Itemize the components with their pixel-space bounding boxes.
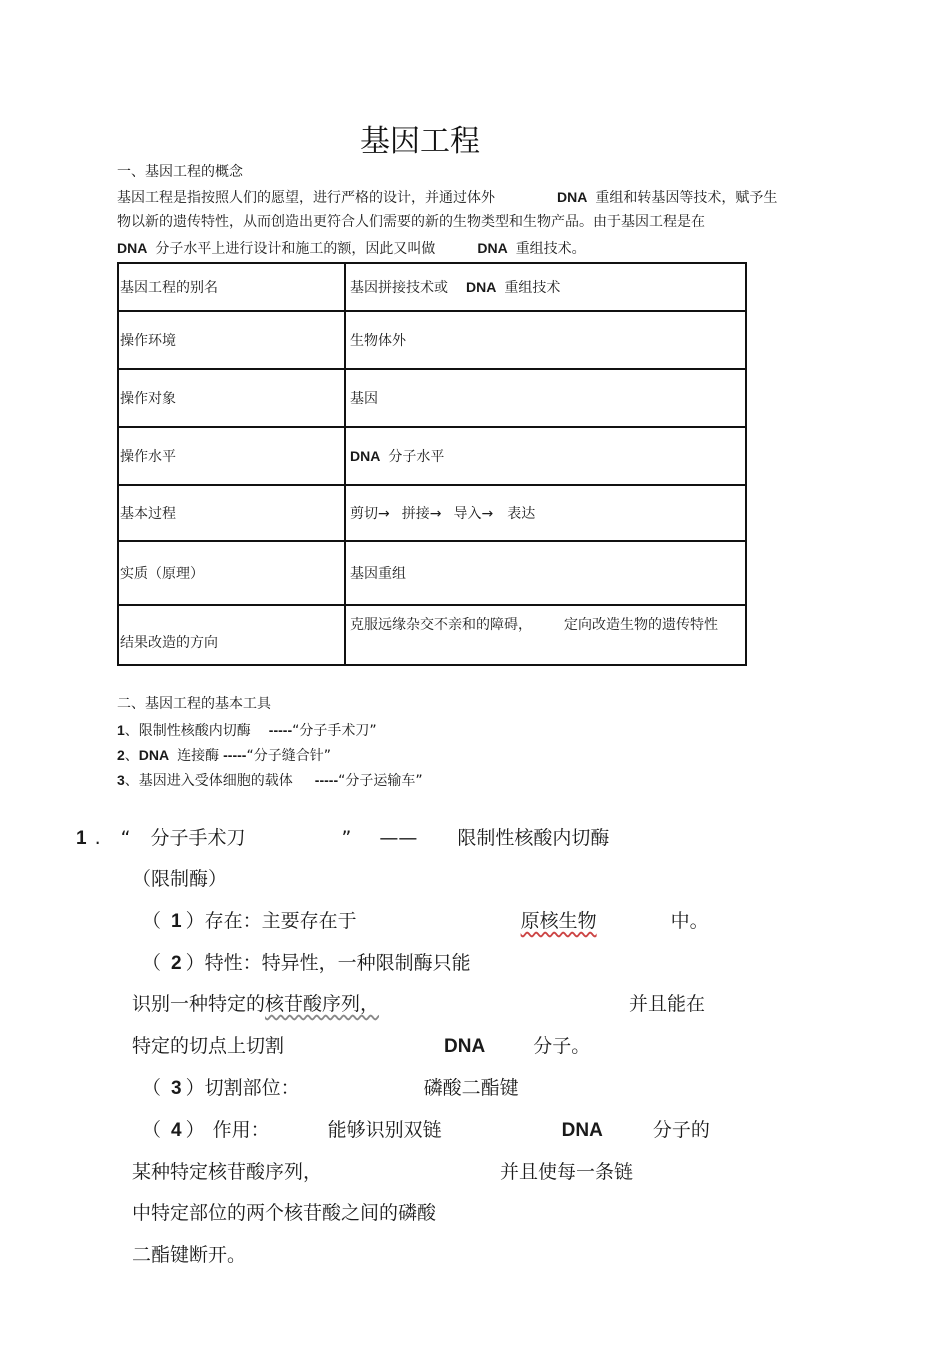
table-key: 操作环境	[118, 311, 345, 369]
item-number: 3	[117, 772, 125, 788]
paren: （	[142, 952, 162, 974]
point-number: 1	[171, 911, 182, 932]
tool-name: 分子手术刀	[150, 827, 246, 849]
section1-heading: 一、基因工程的概念	[117, 164, 243, 180]
point-text: ）特性：特异性，一种限制酶只能	[185, 952, 471, 974]
item-dash: -----	[223, 747, 247, 763]
paren: ）	[185, 1119, 205, 1141]
dna-term: DNA	[557, 189, 588, 205]
process-step: 表达	[507, 506, 536, 522]
point-3	[142, 1075, 519, 1102]
item-number: 1	[117, 722, 125, 738]
process-step: 拼接→	[401, 506, 442, 522]
point-2	[142, 950, 471, 977]
tool-item-2	[117, 745, 331, 766]
section1-text: 重组和转基因等技术，赋予生	[595, 190, 778, 206]
item-text: “分子手术刀”	[292, 723, 377, 739]
point-text: 分子的	[652, 1119, 710, 1141]
section2-heading: 二、基因工程的基本工具	[117, 696, 271, 712]
table-value-text: 定向改造生物的遗传特性	[564, 617, 718, 633]
table-value-text: 分子水平	[388, 449, 445, 465]
table-value	[345, 605, 746, 665]
table-key: 操作对象	[118, 369, 345, 427]
dna-term: DNA	[350, 448, 381, 464]
point-text: 特定的切点上切割	[132, 1035, 285, 1057]
table-row	[118, 541, 746, 605]
point-text: 分子。	[533, 1035, 591, 1057]
table-value: 基因重组	[345, 541, 746, 605]
table-key: 基本过程	[118, 485, 345, 541]
part-number: 1	[76, 828, 87, 849]
tool-item-3	[117, 770, 423, 791]
item-text: 、基因进入受体细胞的载体	[124, 773, 293, 789]
point-text: 识别一种特定的	[132, 993, 266, 1015]
table-row	[118, 605, 746, 665]
point-2-line3	[132, 1033, 590, 1060]
point-text: 并且使每一条链	[500, 1161, 634, 1183]
item-text: “分子缝合针”	[246, 748, 331, 764]
table-row	[118, 263, 746, 311]
section1-line2: 物以新的遗传特性，从而创造出更符合人们需要的新的生物类型和生物产品。由于基因工程是在	[117, 214, 705, 230]
table-value: 基因	[345, 369, 746, 427]
fill-answer: 磷酸二酯键	[423, 1077, 519, 1099]
table-value-text: 克服远缘杂交不亲和的障碍，	[350, 617, 532, 633]
section1-text: 分子水平上进行设计和施工的额，因此又叫做	[155, 241, 436, 257]
process-step: 剪切→	[350, 506, 390, 522]
paren: （	[142, 1077, 162, 1099]
table-value	[345, 485, 746, 541]
paren: （	[142, 910, 162, 932]
item-text: 、	[124, 748, 139, 764]
table-value-text: 基因拼接技术或	[350, 280, 448, 296]
tool-item-1	[117, 720, 377, 741]
point-number: 3	[171, 1078, 182, 1099]
part1-heading	[76, 825, 609, 852]
concept-table	[117, 262, 747, 666]
enzyme-name: 限制性核酸内切酶	[457, 827, 610, 849]
em-dash: ——	[379, 827, 418, 849]
dna-term: DNA	[444, 1036, 486, 1057]
section1-line3	[117, 238, 586, 259]
table-key: 操作水平	[118, 427, 345, 485]
point-text: ）存在：主要存在于	[185, 910, 357, 932]
item-dash: -----	[314, 772, 339, 788]
item-text: “分子运输车”	[338, 773, 423, 789]
page-title: 基因工程	[360, 124, 480, 159]
quote-open: “	[120, 827, 131, 849]
table-value-text: 重组技术	[504, 280, 561, 296]
table-value: 生物体外	[345, 311, 746, 369]
point-text: 中。	[670, 910, 709, 932]
point-4-line2	[132, 1159, 633, 1185]
table-row	[118, 369, 746, 427]
process-step: 导入→	[453, 506, 494, 522]
table-key: 结果改造的方向	[118, 605, 345, 665]
point-text: 并且能在	[629, 993, 706, 1015]
point-number: 2	[171, 953, 182, 974]
point-4-line3: 中特定部位的两个核苷酸之间的磷酸	[132, 1202, 437, 1224]
point-text: 某种特定核苷酸序列，	[132, 1161, 323, 1183]
table-row	[118, 485, 746, 541]
part-dot: .	[94, 827, 101, 849]
fill-answer: 核苷酸序列，	[265, 993, 380, 1015]
paren: （	[142, 1119, 162, 1141]
point-text: 作用：	[212, 1119, 270, 1141]
point-number: 4	[171, 1120, 182, 1141]
table-key: 基因工程的别名	[118, 263, 345, 311]
point-1	[142, 908, 709, 935]
quote-close: ”	[341, 827, 352, 849]
table-value	[345, 263, 746, 311]
table-key: 实质（原理）	[118, 541, 345, 605]
dna-term: DNA	[477, 240, 508, 256]
section1-text: 重组技术。	[515, 241, 586, 257]
dna-term: DNA	[561, 1120, 603, 1141]
item-dash: -----	[268, 722, 293, 738]
point-text: 能够识别双链	[327, 1119, 442, 1141]
point-2-line2	[132, 991, 705, 1017]
section1-text: 基因工程是指按照人们的愿望，进行严格的设计，并通过体外	[117, 190, 495, 206]
dna-term: DNA	[138, 747, 170, 763]
table-row	[118, 311, 746, 369]
point-text: ）切割部位：	[185, 1077, 300, 1099]
dna-term: DNA	[117, 240, 148, 256]
fill-answer: 原核生物	[520, 910, 597, 932]
point-4-line4: 二酯键断开。	[132, 1244, 247, 1266]
item-text: 、限制性核酸内切酶	[124, 723, 251, 739]
item-number: 2	[117, 747, 125, 763]
table-row	[118, 427, 746, 485]
dna-term: DNA	[466, 279, 497, 295]
table-value	[345, 427, 746, 485]
section1-line1	[117, 187, 777, 208]
part1-alias: （限制酶）	[132, 868, 228, 890]
point-4	[142, 1117, 710, 1144]
item-text: 连接酶	[177, 748, 220, 764]
